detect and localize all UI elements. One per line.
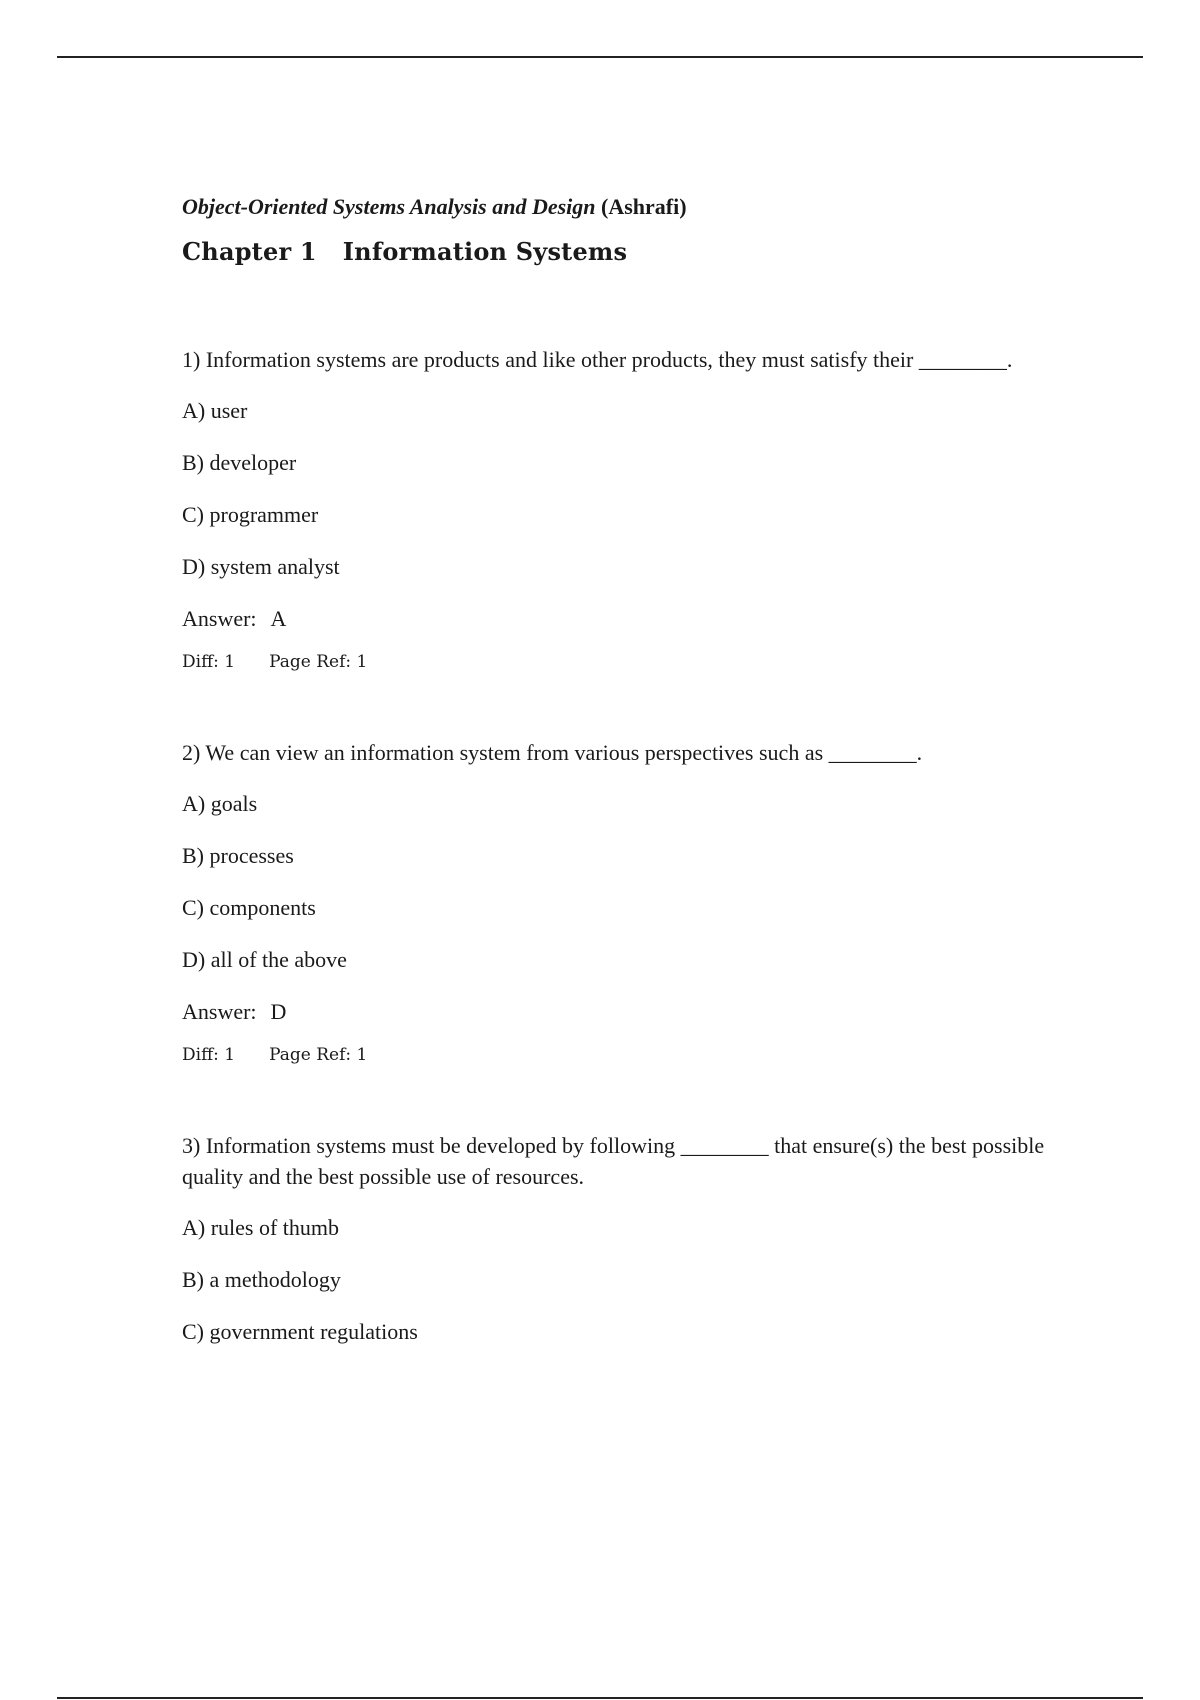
chapter-label: Chapter 1	[182, 237, 317, 266]
book-title	[182, 190, 1062, 224]
chapter-title	[182, 234, 1062, 270]
option-c: C) programmer	[182, 502, 319, 527]
top-rule	[57, 56, 1143, 58]
option-a: A) user	[182, 398, 248, 423]
book-author: (Ashrafi)	[601, 194, 687, 219]
page-ref: Page Ref: 1	[269, 1045, 368, 1065]
book-title-italic: Object-Oriented Systems Analysis and Design	[182, 194, 596, 219]
difficulty: Diff: 1	[182, 652, 236, 672]
bottom-rule	[57, 1697, 1143, 1699]
question-1	[182, 342, 1062, 675]
answer-value: D	[270, 999, 287, 1024]
question-stem: 2) We can view an information system from various perspectives such as ________.	[182, 740, 923, 765]
page-ref: Page Ref: 1	[269, 652, 368, 672]
question-meta	[182, 649, 1062, 675]
question-2	[182, 737, 1062, 1068]
chapter-name: Information Systems	[342, 237, 628, 266]
answer-line	[182, 996, 1062, 1028]
option-b: B) processes	[182, 843, 294, 868]
question-stem: 3) Information systems must be developed by following ________ that ensure(s) the best possible quality and the best possible use of resources.	[182, 1133, 1045, 1189]
answer-value: A	[270, 606, 287, 631]
answer-label: Answer:	[182, 999, 257, 1024]
option-a: A) goals	[182, 791, 258, 816]
answer-label: Answer:	[182, 606, 257, 631]
option-b: B) developer	[182, 450, 297, 475]
question-stem: 1) Information systems are products and like other products, they must satisfy their ________.	[182, 347, 1013, 372]
question-meta	[182, 1042, 1062, 1068]
answer-line	[182, 603, 1062, 635]
option-b: B) a methodology	[182, 1267, 341, 1292]
question-3	[182, 1130, 1062, 1348]
option-d: D) system analyst	[182, 554, 340, 579]
difficulty: Diff: 1	[182, 1045, 236, 1065]
page-content	[182, 190, 1062, 1368]
option-c: C) government regulations	[182, 1319, 418, 1344]
option-a: A) rules of thumb	[182, 1215, 340, 1240]
option-d: D) all of the above	[182, 947, 347, 972]
option-c: C) components	[182, 895, 316, 920]
